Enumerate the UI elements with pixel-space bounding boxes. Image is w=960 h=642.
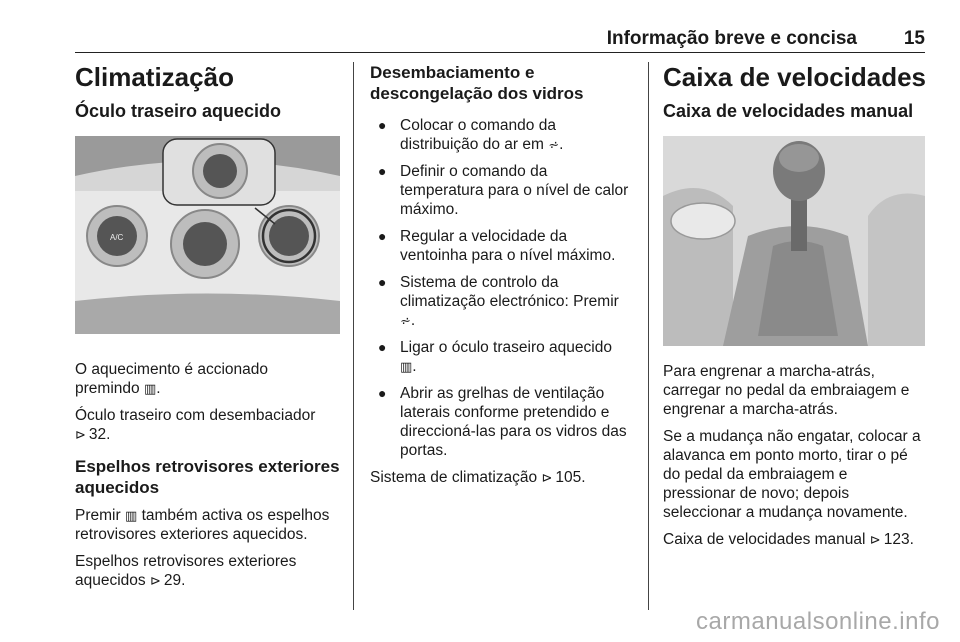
subheading-mirrors: Espelhos retrovisores exteriores aquecidos	[75, 457, 340, 497]
page-number: 15	[903, 28, 925, 49]
list-item: ● Definir o comando da temperatura para o nível de calor máximo.	[378, 163, 629, 218]
figure-climate-controls	[75, 136, 340, 334]
list-item: ● Regular a velocidade da ventoinha para o nível máximo.	[378, 228, 616, 264]
list-item: ● Abrir as grelhas de ventilação laterais conforme pretendido e direccioná-las para os vidros das portas.	[378, 385, 627, 459]
paragraph-activation: O aquecimento é accionado premindo ▥.	[75, 361, 269, 397]
paragraph-gear-not-engaged: Se a mudança não engatar, colocar a alavanca em ponto morto, tirar o pé do pedal da embraiagem e pressionar de novo; depois seleccionar a mudança novamente.	[663, 428, 921, 521]
paragraph-rear-window-ref: Óculo traseiro com desembaciador ⊳ 32.	[75, 407, 316, 443]
rear-window-defrost-icon: ▥	[143, 381, 157, 396]
bullet-icon: ●	[378, 117, 387, 133]
subheading-manual-transmission: Caixa de velocidades manual	[663, 101, 914, 121]
watermark: carmanualsonline.info	[696, 608, 940, 635]
page-reference-arrow-icon: ⊳	[75, 427, 86, 442]
paragraph-climate-ref: Sistema de climatização ⊳ 105.	[370, 469, 586, 486]
paragraph-mirrors-ref: Espelhos retrovisores exteriores aquecidos ⊳ 29.	[75, 553, 297, 589]
windscreen-defrost-icon: ⩫	[548, 137, 560, 152]
page-reference-arrow-icon: ⊳	[149, 573, 161, 588]
bullet-icon: ●	[378, 163, 387, 179]
figure-gear-lever	[663, 136, 925, 346]
bullet-icon: ●	[378, 274, 387, 290]
paragraph-mirrors: Premir ▥ também activa os espelhos retrovisores exteriores aquecidos.	[75, 507, 330, 543]
section-heading-transmission: Caixa de velocidades	[663, 62, 927, 92]
list-item: ● Colocar o comando da distribuição do ar em ⩫.	[378, 117, 564, 153]
paragraph-reverse: Para engrenar a marcha-atrás, carregar no pedal da embraiagem e engrenar a marcha-atrás.	[663, 363, 910, 418]
bullet-icon: ●	[378, 228, 387, 244]
bullet-icon: ●	[378, 339, 387, 355]
column-climate	[75, 62, 340, 590]
paragraph-transmission-ref: Caixa de velocidades manual ⊳ 123.	[663, 531, 914, 548]
rear-window-defrost-icon: ▥	[124, 508, 138, 523]
svg-text:A/C: A/C	[110, 233, 124, 242]
rear-window-defrost-icon: ▥	[400, 359, 413, 374]
windscreen-defrost-icon: ⩫	[400, 313, 411, 328]
climate-controls-illustration	[75, 136, 340, 334]
list-item: ● Sistema de controlo da climatização electrónico: Premir ⩫.	[378, 274, 619, 329]
section-heading-climate: Climatização	[75, 62, 234, 92]
subheading-rear-window: Óculo traseiro aquecido	[75, 101, 282, 121]
bullet-icon: ●	[378, 385, 387, 401]
page-header	[75, 26, 925, 53]
list-item: ● Ligar o óculo traseiro aquecido ▥.	[378, 339, 612, 375]
page-reference-arrow-icon: ⊳	[541, 470, 553, 485]
defrost-steps-list	[370, 116, 635, 460]
section-heading-defrost: Desembaciamento e descongelação dos vidros	[370, 63, 584, 103]
page-reference-arrow-icon: ⊳	[869, 532, 881, 547]
column-defrost	[370, 62, 635, 487]
column-divider-2	[648, 62, 649, 610]
column-divider-1	[353, 62, 354, 610]
header-title: Informação breve e concisa	[606, 28, 857, 49]
column-transmission	[663, 62, 928, 549]
gear-lever-illustration	[663, 136, 925, 346]
